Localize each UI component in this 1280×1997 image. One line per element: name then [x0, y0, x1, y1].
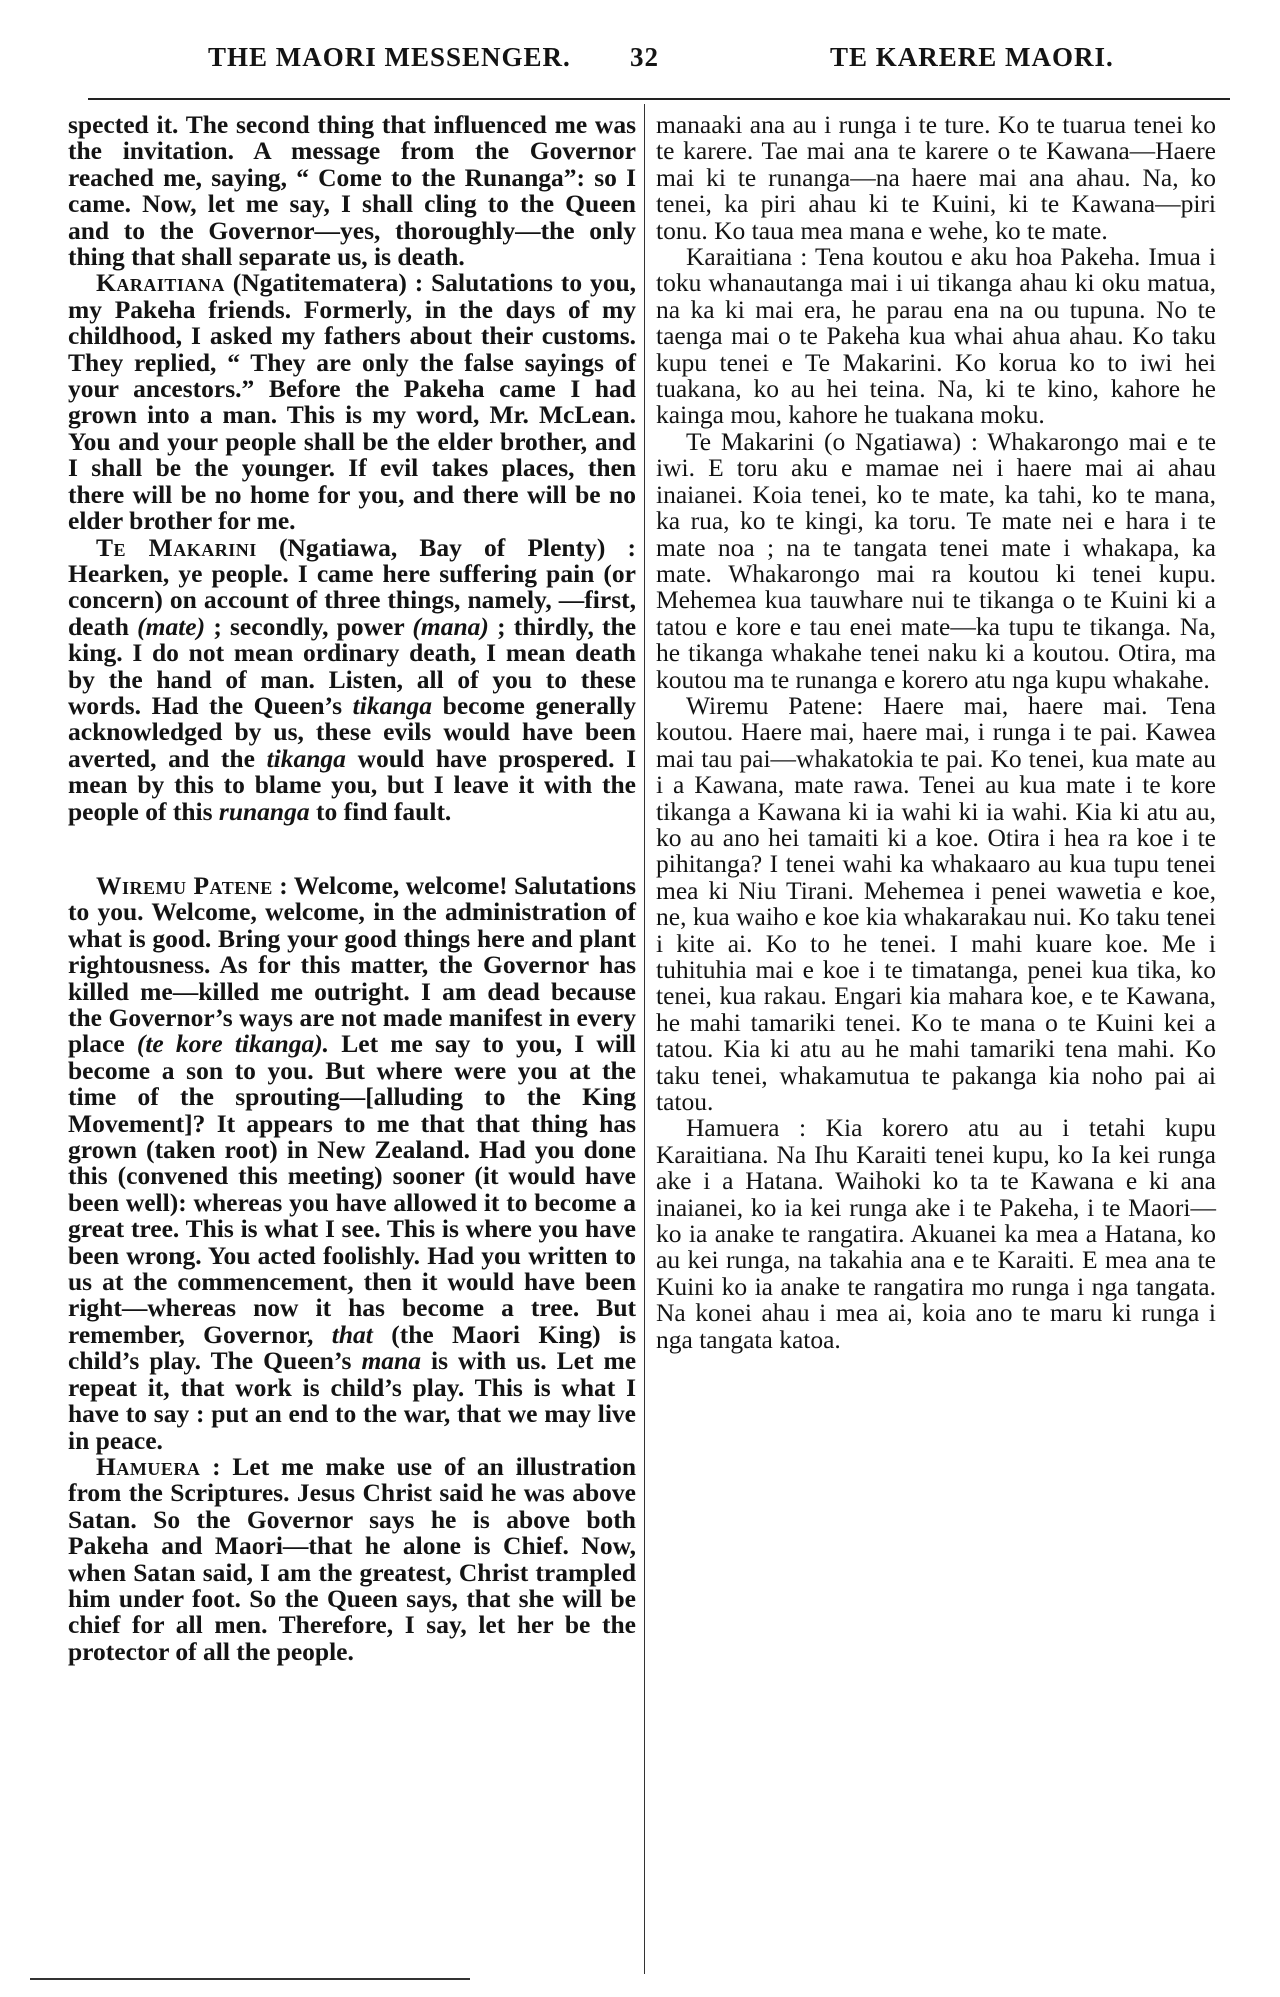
- speech-text: Kia korero atu au i tetahi kupu Karaitiana. Na Ihu Karaiti tenei kupu, ko Ia kei runga ake i a Hatana. Waihoki ko ta te Kawana e ki ana inaianei, ko ia kei runga ake i te Pakeha, i te Maori—ko ia anake te rangatira. Akuanei ka mea a Hatana, ko au kei runga, na takahia ana e te Karaiti. E mea ana te Kuini ko ia anake te rangatira mo runga i nga tangata. Na konei ahau i mea ai, koia ano te maru ki runga i nga tangata katoa.: [656, 1113, 1217, 1354]
- speech-text: (Ngatiawa, Bay of Plenty) : Hearken, ye people. I came here suffering pain (or concern) on account of three things, namely, —first, death: [68, 532, 637, 641]
- maori-term: tikanga: [266, 743, 346, 773]
- speech-text: Whakarongo mai e te iwi. E toru aku e mamae nei i haere mai ai ahau inaianei. Koia tenei, ko te mate, ka tahi, ko te mana, ka rua, ko te kingi, ka toru. Te mate nei e hara i te mate noa ; na te tangata tenei mate i whakapa, ka mate. Whakarongo mai ra koutou ki tenei kupu. Mehemea kua tauwhare nui te tikanga o te Kuini ki a tatou e kore e tau enei mate—ka tupu te tikanga. Na, he tikanga whakahe tenei naku ki a koutou. Otira, ma koutou ma te runanga e korero atu nga kupu whakahe.: [656, 426, 1217, 694]
- speech-text: (the Maori King) is child’s play. The Queen’s: [68, 1319, 637, 1376]
- english-masthead: THE MAORI MESSENGER.: [208, 42, 571, 72]
- speech-text: : Let me make use of an illustration from the Scriptures. Jesus Christ said he was above Satan. So the Governor says he is above both Pakeha and Maori—that he alone is Chief. Now, when Satan said, I am the greatest, Christ trampled him under foot. So the Queen says, that she will be chief for all men. Therefore, I say, let her be the protector of all the people.: [68, 1451, 637, 1666]
- maori-term: tikanga: [352, 690, 433, 720]
- maori-paragraph-patene: [656, 690, 1216, 1117]
- speaker-name: Hamuera :: [686, 1113, 807, 1143]
- section-gap: [68, 825, 636, 873]
- speaker-name: Te Makarini (o Ngatiawa) :: [686, 426, 978, 456]
- english-paragraph-makarini: [68, 532, 637, 826]
- speech-text: : Welcome, welcome! Salutations to you. Welcome, welcome, in the administration of what is good. Bring your good things here and plant rightousness. As for this matter, the Governor has killed me—killed me outright. I am dead because the Governor’s ways are not made manifest in every place: [68, 870, 636, 1059]
- english-paragraph-karaitiana: [68, 270, 636, 534]
- speech-text: Haere mai, haere mai. Tena koutou. Haere mai, haere mai, i runga i te pai. Kawea mai tau pai—whakatokia te pai. Ko tenei, kua mate au i a Kawana, mate rawa. Tenei au kua mate i te kore tikanga a Kawana ki ia wahi ki ia wahi. Kia ki atu au, ko au ano hei tamaiti ki a koe. Otira i hea ra koe i te pihitanga? I tenei wahi ka whakaaro au kua tupu tenei mea ki Niu Tirani. Mehemea i penei wawetia e koe, ne, kua waiho e koe kia whakarakau nui. Ko taku tenei i kite ai. Ko to he tenei. I mahi kuare koe. Me i tuhituhia mai e koe i te timatanga, penei kua tika, ko tenei, kua rakau. Engari kia mahara koe, e te Kawana, he mahi tamariki tenei. Ko te mana o te Kuini kei a tatou. Kia ki atu au he mahi tamariki tena mahi. Ko taku tenei, whakamutua te pakanga kia noho pai ai tatou.: [656, 690, 1216, 1117]
- page-header: [60, 42, 1220, 92]
- maori-masthead: TE KARERE MAORI.: [830, 42, 1114, 72]
- maori-column: [656, 112, 1216, 1353]
- maori-term: mana: [361, 1346, 421, 1376]
- english-paragraph-hamuera: [68, 1451, 637, 1666]
- bottom-rule: [30, 1978, 470, 1980]
- speech-text: ; thirdly, the king. I do not mean ordinary death, I mean death by the hand of man. Listen, all of you to these words. Had the Queen’s: [68, 611, 637, 720]
- maori-paragraph-karaitiana: [656, 244, 1216, 429]
- maori-paragraph-1: manaaki ana au i runga i te ture. Ko te tuarua tenei ko te karere. Tae mai ana te karere o te Kawana—Haere mai ki te runanga—na haere mai ana ahau. Na, ko tenei, ka piri ahau ki te Kuini, ki te Kawana—piri tonu. Ko taua mea mana e wehe, ko te mate.: [656, 110, 1216, 245]
- speech-text: is with us. Let me repeat it, that work is child’s play. This is what I have to say : put an end to the war, that we may live in peace.: [68, 1346, 637, 1455]
- maori-term: (te kore tikanga).: [136, 1029, 330, 1059]
- speech-text: ; secondly, power: [213, 611, 405, 641]
- english-paragraph-1: spected it. The second thing that influenced me was the invitation. A message from the Governor reached me, saying, “ Come to the Runanga”: so I came. Now, let me say, I shall cling to the Queen and to the Governor—yes, thoroughly—the only thing that shall separate us, is death.: [68, 110, 636, 272]
- column-divider: [644, 104, 645, 1974]
- maori-paragraph-makarini: [656, 426, 1217, 694]
- speech-text: Let me say to you, I will become a son to you. But where were you at the time of the sprouting—[alluding to the King Movement]? It appears to me that that thing has grown (taken root) in New Zealand. Had you done this (convened this meeting) sooner (it would have been well): whereas you have allowed it to become a great tree. This is what I see. This is where you have been wrong. You acted foolishly. Had you written to us at the commencement, then it would have been right—whereas now it has become a tree. But remember, Governor,: [68, 1029, 637, 1349]
- header-rule: [88, 98, 1230, 100]
- maori-paragraph-hamuera: [656, 1115, 1216, 1353]
- page-number: 32: [630, 42, 659, 72]
- speech-text: would have prospered. I mean by this to blame you, but I leave it with the people of this: [68, 743, 637, 826]
- speaker-name: Karaitiana :: [686, 242, 808, 272]
- english-paragraph-patene: [68, 870, 637, 1455]
- speech-text: (Ngatitematera) : Salutations to you, my Pakeha friends. Formerly, in the days of my childhood, I asked my fathers about their customs. They replied, “ They are only the false sayings of your ancestors.” Before the Pakeha came I had grown into a man. This is my word, Mr. McLean. You and your people shall be the elder brother, and I shall be the younger. If evil takes places, then there will be no home for you, and there will be no elder brother for me.: [68, 268, 637, 536]
- maori-term: (mana): [412, 611, 489, 641]
- speaker-name: Hamuera: [96, 1451, 201, 1481]
- speaker-name: Wiremu Patene: [96, 870, 273, 900]
- speaker-name: Wiremu Patene:: [686, 690, 864, 720]
- speech-text: become generally acknowledged by us, these evils would have been averted, and the: [68, 690, 637, 773]
- maori-term: (mate): [137, 611, 206, 641]
- speech-text: Tena koutou e aku hoa Pakeha. Imua i toku whanautanga mai i ui tikanga ahau ki oku matua, na ka ki mai era, he parau ena na ou tupuna. No te taenga mai o te Pakeha kua whai ahua ahau. Ko taku kupu tenei e Te Makarini. Ko korua ko to iwi hei tuakana, ko au hei teina. Na, ki te kino, kahore he kainga mou, kahore he tuakana moku.: [656, 242, 1216, 430]
- maori-term: runanga: [218, 796, 310, 826]
- speaker-name: Te Makarini: [96, 532, 257, 562]
- speaker-name: Karaitiana: [96, 268, 225, 298]
- english-column: [68, 112, 636, 1665]
- speech-text: to find fault.: [316, 796, 452, 826]
- maori-term: that: [331, 1319, 373, 1349]
